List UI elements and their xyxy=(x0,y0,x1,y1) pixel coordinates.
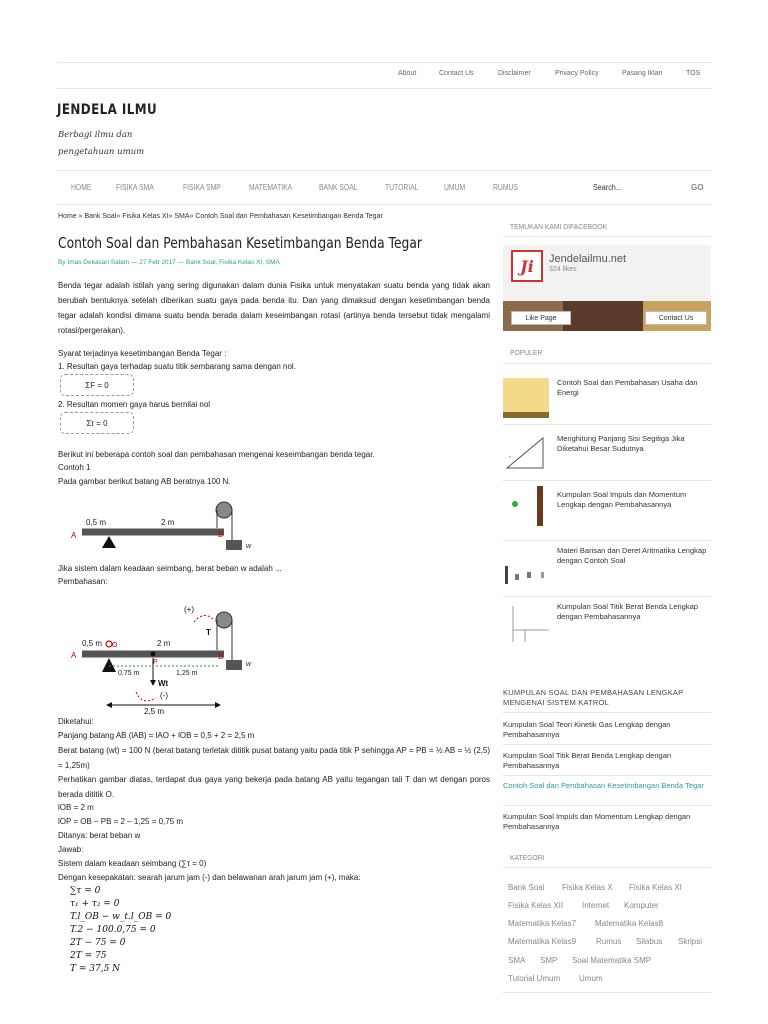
syarat-2: 2. Resultan momen gaya harus bernilai nol xyxy=(58,400,211,409)
kategori-divider xyxy=(503,867,711,868)
formula-box-torque: Στ = 0 xyxy=(60,412,134,434)
kategori-tutorial-umum[interactable]: Tutorial Umum xyxy=(508,974,561,983)
equation-2: τ₁ + τ₂ = 0 xyxy=(70,899,120,909)
kategori-silabus[interactable]: Silabus xyxy=(636,937,663,946)
nav-fisika-sma[interactable]: FISIKA SMA xyxy=(116,183,154,192)
populer-item-3[interactable]: Kumpulan Soal Impuls dan Momentum Lengkap dengan Pembahasannya xyxy=(557,490,687,509)
kumpulan-heading: KUMPULAN SOAL DAN PEMBAHASAN LENGKAP MENGENAI SISTEM KATROL xyxy=(503,688,684,707)
figure-beam-1 xyxy=(66,490,266,565)
populer-sep xyxy=(503,480,711,481)
equation-3: T.l_OB − w_t.l_OB = 0 xyxy=(70,912,172,922)
top-divider xyxy=(57,62,712,63)
kategori-fisika-xi[interactable]: Fisika Kelas XI xyxy=(629,883,682,892)
fig1-label-a: A xyxy=(71,531,77,540)
kumpulan-sep xyxy=(503,805,711,806)
populer-sep xyxy=(503,424,711,425)
populer-item-2[interactable]: Menghitung Panjang Sisi Segitiga Jika Diketahui Besar Sudutnya xyxy=(557,434,685,453)
nav-top-divider xyxy=(57,170,712,171)
fig2-label-o: O xyxy=(112,642,118,649)
populer-sep xyxy=(503,540,711,541)
populer-item-5[interactable]: Kumpulan Soal Titik Berat Benda Lengkap dengan Pembahasannya xyxy=(557,602,698,621)
diketahui-5: lOP = OB – PB = 2 – 1,25 = 0,75 m xyxy=(58,817,184,826)
facebook-contact-button[interactable]: Contact Us xyxy=(645,311,707,325)
formula-box-force: ΣF = 0 xyxy=(60,374,134,396)
syarat-heading: Syarat terjadinya kesetimbangan Benda Tegar : xyxy=(58,349,227,358)
page-title: Contoh Soal dan Pembahasan Kesetimbangan Benda Tegar xyxy=(58,234,422,252)
contoh-label: Contoh 1 xyxy=(58,463,91,472)
kategori-bottom-divider xyxy=(503,992,711,993)
populer-thumb-1[interactable] xyxy=(503,378,549,418)
populer-item-1[interactable]: Contoh Soal dan Pembahasan Usaha dan Energi xyxy=(557,378,698,397)
search-input[interactable]: Search... xyxy=(593,183,622,192)
kumpulan-item-1[interactable]: Kumpulan Soal Teori Kinetik Gas Lengkap dengan Pembahasannya xyxy=(503,720,671,739)
jawab-label: Jawab: xyxy=(58,845,84,854)
nav-tutorial[interactable]: TUTORIAL xyxy=(385,183,419,192)
kumpulan-item-2[interactable]: Kumpulan Soal Titik Berat Benda Lengkap dengan Pembahasannya xyxy=(503,751,672,770)
fig1-length-2: 2 m xyxy=(161,518,175,527)
pembahasan-label: Pembahasan: xyxy=(58,577,108,586)
fig2-plus-label: (+) xyxy=(184,605,194,614)
fig2-length-4: 1,25 m xyxy=(176,670,198,677)
intro-paragraph: Benda tegar adalah istilah yang sering digunakan dalam dunia Fisika untuk menyatakan suatu benda yang tidak akan berubah bentuknya setelah diberikan suatu gaya pada benda itu. Dan yang dimaksud dengan kesetimbangan benda tegar adalah kondisi dimana suatu benda berada dalam keseimbangan rotasi (artinya benda tersebut tidak mengalami rotasi/pergerakan). xyxy=(58,281,490,335)
site-tagline: Berbagi ilmu dan pengetahuan umum xyxy=(58,130,145,157)
kategori-umum[interactable]: Umum xyxy=(579,974,603,983)
ditanya-text: Ditanya: berat beban w xyxy=(58,831,141,840)
jawab-1: Sistem dalam keadaan seimbang (∑τ = 0) xyxy=(58,859,207,868)
figure-beam-2 xyxy=(66,600,266,718)
nav-bank-soal[interactable]: BANK SOAL xyxy=(319,183,358,192)
top-divider-2 xyxy=(57,88,712,89)
kategori-komputer[interactable]: Komputer xyxy=(624,901,659,910)
equation-5: 2T − 75 = 0 xyxy=(70,938,126,948)
berikut-text: Berikut ini beberapa contoh soal dan pembahasan mengenai keseimbangan benda tegar. xyxy=(58,450,375,459)
facebook-page-name[interactable]: Jendelailmu.net xyxy=(549,253,627,265)
facebook-heading: TEMUKAN KAMI DIFACEBOOK xyxy=(510,222,608,231)
fig2-minus-label: (-) xyxy=(160,691,168,700)
top-link-disclaimer[interactable]: Disclaimer xyxy=(498,70,531,77)
kumpulan-divider xyxy=(503,712,711,713)
fig2-length-2: 2 m xyxy=(157,639,171,648)
equation-7: T = 37,5 N xyxy=(70,964,121,974)
diketahui-3: Perhatikan gambar diatas, terdapat dua gaya yang bekerja pada batang AB yaitu tegangan tali T dan wt dengan poros berada dititik O. xyxy=(58,775,490,799)
fig2-tension-label: T xyxy=(206,628,211,637)
fig2-label-b: B xyxy=(218,652,224,661)
facebook-divider xyxy=(503,236,711,237)
populer-thumb-4[interactable] xyxy=(503,546,549,586)
diketahui-1: Panjang batang AB (lAB) = lAO + lOB = 0,5 + 2 = 2,5 m xyxy=(58,731,255,740)
kumpulan-item-4[interactable]: Kumpulan Soal Impuls dan Momentum Lengkap dengan Pembahasannya xyxy=(503,812,691,831)
top-link-privacy[interactable]: Privacy Policy xyxy=(555,70,599,77)
kategori-rumus[interactable]: Rumus xyxy=(596,937,622,946)
populer-divider xyxy=(503,363,711,364)
fig2-length-1: 0,5 m xyxy=(82,639,103,648)
kumpulan-sep xyxy=(503,775,711,776)
soal-text: Pada gambar berikut batang AB beratnya 100 N. xyxy=(58,477,231,486)
top-link-pasang-iklan[interactable]: Pasang Iklan xyxy=(622,70,663,77)
facebook-widget[interactable] xyxy=(503,245,711,331)
nav-home[interactable]: HOME xyxy=(71,183,92,192)
syarat-1: 1. Resultan gaya terhadap suatu titik sembarang sama dengan nol. xyxy=(58,362,296,371)
fig2-wt-label: Wt xyxy=(158,679,169,688)
kategori-matematika-7[interactable]: Matematika Kelas7 xyxy=(508,919,577,928)
kumpulan-sep xyxy=(503,744,711,745)
populer-sep xyxy=(503,596,711,597)
facebook-logo-icon: Ji xyxy=(511,250,543,282)
breadcrumb[interactable]: Home » Bank Soal» Fisika Kelas XI» SMA» Contoh Soal dan Pembahasan Kesetimbangan Benda Tegar xyxy=(58,213,383,220)
top-link-tos[interactable]: TOS xyxy=(686,70,701,77)
pertanyaan-text: Jika sistem dalam keadaan seimbang, berat beban w adalah ... xyxy=(58,564,282,573)
equation-6: 2T = 75 xyxy=(70,951,107,961)
populer-thumb-5[interactable] xyxy=(503,602,549,642)
kategori-fisika-x[interactable]: Fisika Kelas X xyxy=(562,883,613,892)
diketahui-2: Berat batang (wt) = 100 N (berat batang terletak dititik pusat batang yaitu pada titik P sehingga AP = PB = ½ AB = ½ (2,5) = 1,25m) xyxy=(58,746,490,770)
nav-umum[interactable]: UMUM xyxy=(444,183,466,192)
kategori-smp[interactable]: SMP xyxy=(540,956,558,965)
kumpulan-item-3[interactable]: Contoh Soal dan Pembahasan Kesetimbangan Benda Tegar xyxy=(503,781,704,790)
fig2-weight-label: w xyxy=(246,661,252,668)
fig2-length-3: 0,75 m xyxy=(118,670,140,677)
fig2-label-a: A xyxy=(71,651,77,660)
svg-text:c: c xyxy=(509,454,511,459)
diketahui-4: lOB = 2 m xyxy=(58,803,94,812)
fig2-total-length: 2,5 m xyxy=(144,707,165,716)
fig1-weight-label: w xyxy=(246,543,252,550)
kategori-fisika-xii[interactable]: Fisika Kelas XII xyxy=(508,901,564,910)
kategori-heading: KATEGORI xyxy=(510,853,545,862)
nav-bottom-divider xyxy=(57,204,712,205)
facebook-like-button[interactable]: Like Page xyxy=(511,311,571,325)
populer-heading: POPULER xyxy=(510,348,543,357)
post-meta[interactable]: By Imas Dekasari Salam — 27 Feb 2017 — Bank Soal, Fisika Kelas XI, SMA xyxy=(58,259,280,266)
kategori-skripsi[interactable]: Skripsi xyxy=(678,937,703,946)
fig1-length-1: 0,5 m xyxy=(86,518,107,527)
kategori-matematika-8[interactable]: Matematika Kelas8 xyxy=(595,919,664,928)
jawab-2: Dengan kesepakatan: searah jarum jam (-) dan belawanan arah jarum jam (+), maka: xyxy=(58,873,361,882)
populer-thumb-3[interactable] xyxy=(503,486,549,526)
fig1-label-b: B xyxy=(218,530,224,539)
top-link-contact[interactable]: Contact Us xyxy=(439,70,474,77)
kategori-sma[interactable]: SMA xyxy=(508,956,526,965)
kategori-internet[interactable]: Internet xyxy=(582,901,610,910)
search-go-button[interactable]: GO xyxy=(691,183,704,192)
nav-fisika-smp[interactable]: FISIKA SMP xyxy=(183,183,221,192)
kategori-bank-soal[interactable]: Bank Soal xyxy=(508,883,545,892)
diketahui-label: Diketahui: xyxy=(58,717,94,726)
equation-4: T.2 − 100.0,75 = 0 xyxy=(70,925,156,935)
facebook-likes: 324 likes xyxy=(549,266,577,273)
top-link-about[interactable]: About xyxy=(398,70,417,77)
site-title[interactable]: JENDELA ILMU xyxy=(57,102,158,118)
populer-item-4[interactable]: Materi Barisan dan Deret Aritmatika Lengkap dengan Contoh Soal xyxy=(557,546,707,565)
populer-thumb-2[interactable] xyxy=(503,432,549,472)
kategori-matematika-9[interactable]: Matematika Kelas9 xyxy=(508,937,577,946)
fig2-label-p: P xyxy=(153,659,158,666)
kategori-soal-matematika-smp[interactable]: Soal Matematika SMP xyxy=(572,956,652,965)
nav-matematika[interactable]: MATEMATIKA xyxy=(249,183,293,192)
nav-rumus[interactable]: RUMUS xyxy=(493,183,518,192)
equation-1: ∑τ = 0 xyxy=(70,886,101,896)
